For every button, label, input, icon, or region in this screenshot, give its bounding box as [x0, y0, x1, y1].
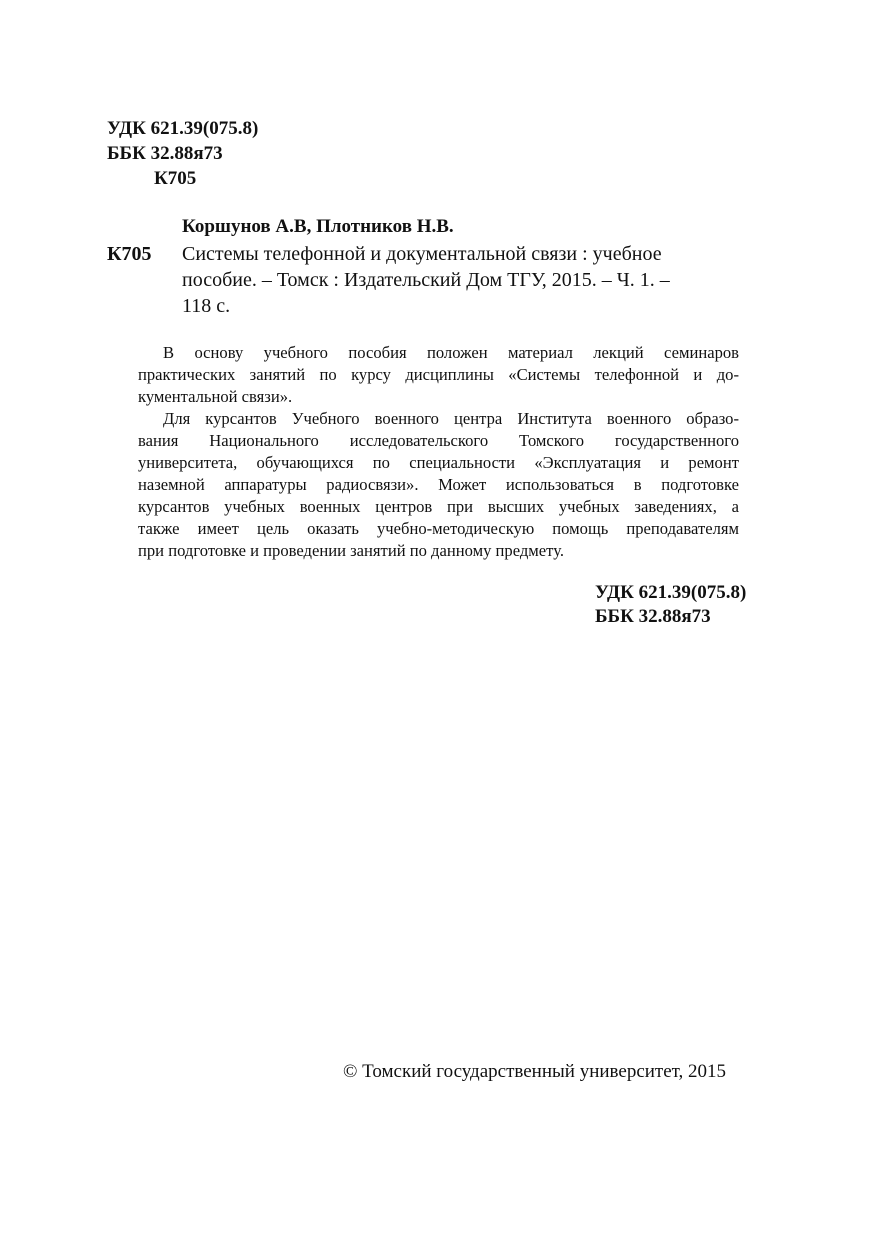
annotation-line: Для курсантов Учебного военного центра Института военного образо-	[163, 409, 739, 428]
annotation-line: кументальной связи».	[138, 387, 293, 406]
record-line: Системы телефонной и документальной связи : учебное	[182, 243, 662, 265]
bbk-code-top: ББК 32.88я73	[107, 143, 223, 164]
record-author-code: К705	[107, 243, 152, 265]
udk-code-bottom: УДК 621.39(075.8)	[595, 582, 747, 603]
bbk-code-bottom: ББК 32.88я73	[595, 606, 711, 627]
annotation-line: при подготовке и проведении занятий по данному предмету.	[138, 541, 564, 560]
annotation-line: наземной аппаратуры радиосвязи». Может использоваться в подготовке	[138, 475, 739, 494]
annotation-line: также имеет цель оказать учебно-методическую помощь преподавателям	[138, 519, 739, 538]
annotation-line: практических занятий по курсу дисциплины «Системы телефонной и до-	[138, 365, 739, 384]
record-line: пособие. – Томск : Издательский Дом ТГУ, 2015. – Ч. 1. –	[182, 269, 670, 291]
copyright-notice: © Томский государственный университет, 2015	[343, 1061, 727, 1082]
annotation-line: университета, обучающихся по специальности «Эксплуатация и ремонт	[138, 453, 739, 472]
authors-heading: Коршунов А.В, Плотников Н.В.	[182, 216, 454, 237]
record-line: 118 с.	[182, 295, 231, 317]
author-code-top: К705	[154, 168, 197, 189]
annotation-line: вания Национального исследовательского Томского государственного	[138, 431, 739, 450]
annotation-line: курсантов учебных военных центров при высших учебных заведениях, а	[138, 497, 739, 516]
udk-code-top: УДК 621.39(075.8)	[107, 118, 259, 139]
annotation-line: В основу учебного пособия положен материал лекций семинаров	[163, 343, 739, 362]
